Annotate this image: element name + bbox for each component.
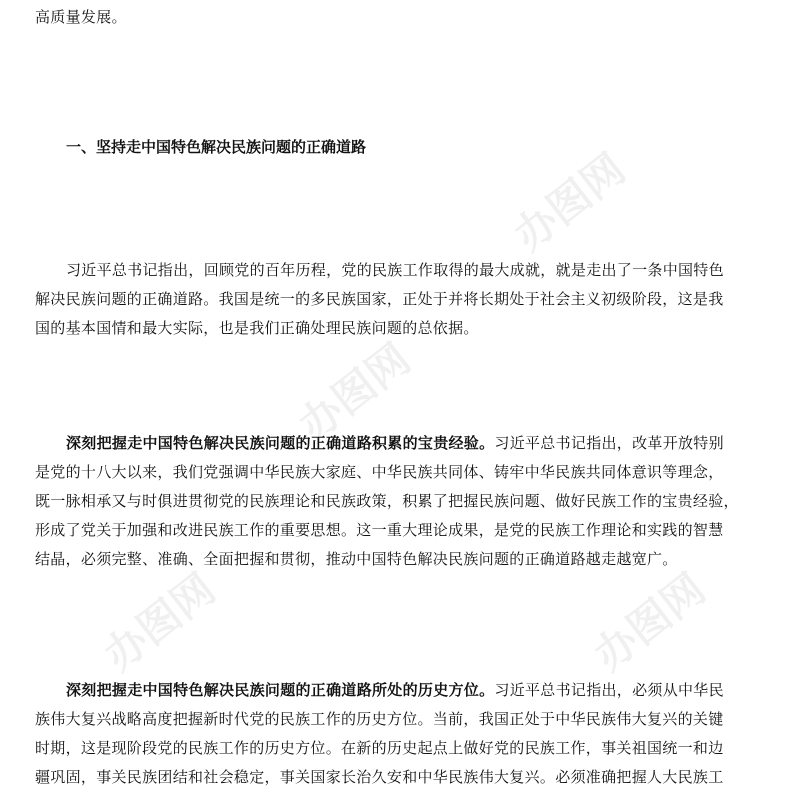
paragraph-lead: 深刻把握走中国特色解决民族问题的正确道路积累的宝贵经验。 bbox=[66, 434, 495, 452]
paragraph-line: 是党的十八大以来，我们党强调中华民族大家庭、中华民族共同体、铸牢中华民族共同体意识等理念， bbox=[35, 463, 724, 481]
paragraph-line: 疆巩固，事关民族团结和社会稳定，事关国家长治久安和中华民族伟大复兴。必须准确把握人大民族工 bbox=[35, 768, 724, 786]
paragraph-text: 习近平总书记指出，改革开放特别 bbox=[494, 434, 724, 452]
watermark: 办图网 bbox=[289, 333, 420, 451]
paragraph-line bbox=[66, 434, 724, 452]
paragraph-line: 族伟大复兴战略高度把握新时代党的民族工作的历史方位。当前，我国正处于中华民族伟大复兴的关键 bbox=[35, 710, 724, 728]
paragraph-lead: 深刻把握走中国特色解决民族问题的正确道路所处的历史方位。 bbox=[66, 681, 495, 699]
paragraph-line: 习近平总书记指出，回顾党的百年历程，党的民族工作取得的最大成就，就是走出了一条中国特色 bbox=[66, 261, 724, 279]
paragraph-line: 时期，这是现阶段党的民族工作的历史方位。在新的历史起点上做好党的民族工作，事关祖国统一和边 bbox=[35, 739, 724, 757]
paragraph-text: 习近平总书记指出，必须从中华民 bbox=[494, 681, 724, 699]
paragraph-line: 既一脉相承又与时俱进贯彻党的民族理论和民族政策，积累了把握民族问题、做好民族工作的宝贵经验， bbox=[35, 492, 739, 510]
paragraph-line bbox=[66, 681, 724, 699]
paragraph-line: 结晶，必须完整、准确、全面把握和贯彻，推动中国特色解决民族问题的正确道路越走越宽广。 bbox=[35, 550, 678, 568]
top-line: 高质量发展。 bbox=[35, 8, 127, 26]
watermark: 办图网 bbox=[94, 563, 225, 681]
watermark: 办图网 bbox=[584, 563, 715, 681]
paragraph-line: 国的基本国情和最大实际，也是我们正确处理民族问题的总依据。 bbox=[35, 319, 479, 337]
watermark: 办图网 bbox=[504, 143, 635, 261]
paragraph-line: 解决民族问题的正确道路。我国是统一的多民族国家，正处于并将长期处于社会主义初级阶段，这是我 bbox=[35, 290, 724, 308]
section-heading: 一、坚持走中国特色解决民族问题的正确道路 bbox=[66, 138, 367, 156]
paragraph-line: 形成了党关于加强和改进民族工作的重要思想。这一重大理论成果，是党的民族工作理论和实践的智慧 bbox=[35, 521, 724, 539]
